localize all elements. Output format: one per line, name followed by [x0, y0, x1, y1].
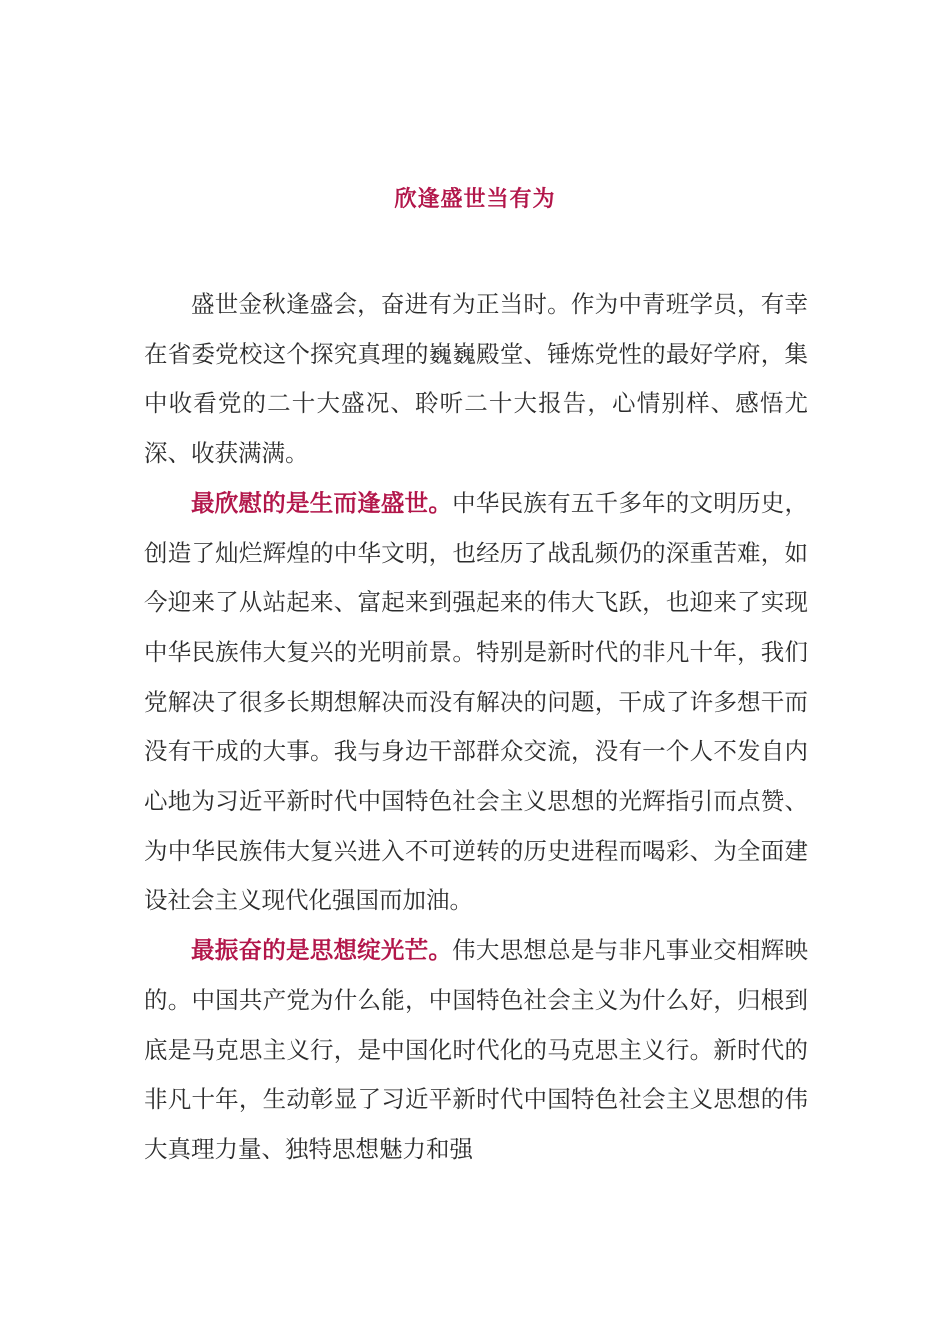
paragraph-intro [144, 280, 808, 479]
paragraph-section-1 [144, 479, 808, 926]
paragraph-text: 盛世金秋逢盛会，奋进有为正当时。作为中青班学员，有幸在省委党校这个探究真理的巍巍殿堂、锤炼党性的最好学府，集中收看党的二十大盛况、聆听二十大报告，心情别样、感悟尤深、收获满满。 [144, 290, 808, 468]
document-title: 欣逢盛世当有为 [394, 187, 556, 212]
paragraph-lead: 最欣慰的是生而逢盛世。 [191, 488, 453, 517]
paragraph-lead: 最振奋的是思想绽光芒。 [191, 936, 453, 965]
paragraph-text: 伟大思想总是与非凡事业交相辉映的。中国共产党为什么能，中国特色社会主义为什么好，归根到底是马克思主义行，是中国化时代化的马克思主义行。新时代的非凡十年，生动彰显了习近平新时代中国特色社会主义思想的伟大真理力量、独特思想魅力和强 [144, 936, 809, 1163]
paragraph-section-2 [144, 926, 808, 1175]
paragraph-text: 中华民族有五千多年的文明历史，创造了灿烂辉煌的中华文明，也经历了战乱频仍的深重苦难，如今迎来了从站起来、富起来到强起来的伟大飞跃，也迎来了实现中华民族伟大复兴的光明前景。特别是新时代的非凡十年，我们党解决了很多长期想解决而没有解决的问题，干成了许多想干而没有干成的大事。我与身边干部群众交流，没有一个人不发自内心地为习近平新时代中国特色社会主义思想的光辉指引而点赞、为中华民族伟大复兴进入不可逆转的历史进程而喝彩、为全面建设社会主义现代化强国而加油。 [144, 488, 809, 915]
document-body [144, 280, 808, 1175]
